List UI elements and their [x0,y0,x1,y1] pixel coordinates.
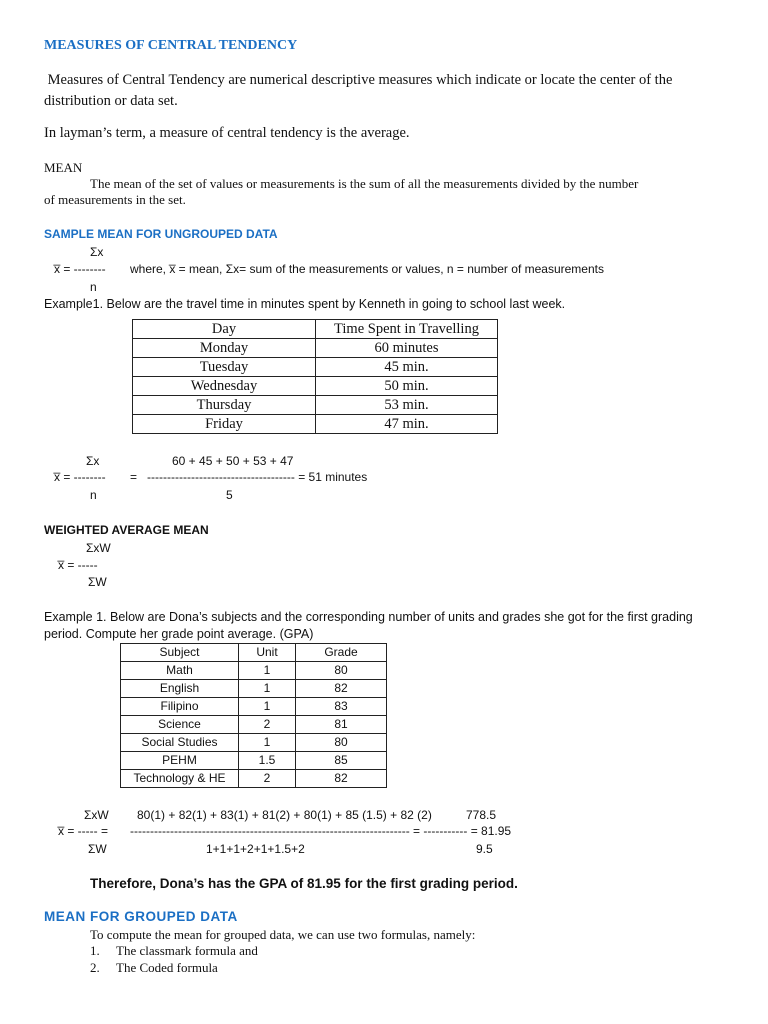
table-row [121,716,387,734]
example2-intro: Example 1. Below are Dona’s subjects and the corresponding number of units and grades she got for the first grading period. Compute her grade point average. (GPA) [44,610,693,641]
list-item-number: 1. [90,943,100,958]
layman-line: In layman’s term, a measure of central tendency is the average. [44,125,410,141]
grouped-heading: MEAN FOR GROUPED DATA [44,909,238,924]
table-cell: 1 [239,734,296,752]
table-row [121,698,387,716]
example1-equals: = [130,470,138,484]
table-cell: Monday [133,339,316,358]
example1-fraction-result: ------------------------------------- = 51 minutes [147,470,368,484]
table-cell: 47 min. [316,415,498,434]
mean-definition-line1: The mean of the set of values or measurements is the sum of all the measurements divided by the number [90,176,639,191]
table-cell: 82 [296,770,387,788]
table-cell: Math [121,662,239,680]
example1-xbar-formula: x̅ = -------- [54,470,106,484]
table-row [121,734,387,752]
table-cell: 80 [296,734,387,752]
example1-intro: Example1. Below are the travel time in minutes spent by Kenneth in going to school last week. [44,297,566,311]
example2-num-total: 778.5 [466,808,497,822]
example1-den-value: 5 [226,488,233,502]
example2-num-expr: 80(1) + 82(1) + 83(1) + 81(2) + 80(1) + 85 (1.5) + 82 (2) [137,808,432,822]
ungrouped-numerator: Σx [90,245,104,259]
weighted-heading: WEIGHTED AVERAGE MEAN [44,523,209,537]
table-cell: 50 min. [316,377,498,396]
weighted-denominator: ΣW [88,575,107,589]
example2-den-symbol: ΣW [88,842,107,856]
table-header-cell: Unit [239,644,296,662]
example2-den-expr: 1+1+1+2+1+1.5+2 [206,842,305,856]
table-cell: 1 [239,680,296,698]
table-header-row [121,644,387,662]
table-cell: Thursday [133,396,316,415]
travel-time-table [132,319,498,434]
table-row [133,396,498,415]
table-cell: 2 [239,716,296,734]
table-row [121,662,387,680]
example2-den-total: 9.5 [476,842,493,856]
table-cell: 60 minutes [316,339,498,358]
table-cell: Tuesday [133,358,316,377]
grouped-intro: To compute the mean for grouped data, we can use two formulas, namely: [90,927,476,942]
table-row [133,377,498,396]
table-cell: 2 [239,770,296,788]
example1-den-symbol: n [90,488,97,502]
table-cell: 81 [296,716,387,734]
page-title: MEASURES OF CENTRAL TENDENCY [44,38,298,53]
table-cell: Science [121,716,239,734]
table-row [121,770,387,788]
ungrouped-xbar-formula: x̅ = -------- [54,262,106,276]
example2-xbar-formula: x̅ = ----- = [58,824,108,838]
table-header-cell: Time Spent in Travelling [316,320,498,339]
table-cell: 82 [296,680,387,698]
table-row [121,752,387,770]
weighted-numerator: ΣxW [86,541,111,555]
table-cell: 53 min. [316,396,498,415]
table-cell: 83 [296,698,387,716]
example1-num-symbol: Σx [86,454,100,468]
example2-fraction-result: ---------------------------------------------------------------------- = ----------- = 81.95 [130,824,512,838]
table-cell: 45 min. [316,358,498,377]
grades-table [120,643,387,788]
table-cell: 1 [239,698,296,716]
weighted-xbar-formula: x̅ = ----- [58,558,98,572]
intro-paragraph: Measures of Central Tendency are numerical descriptive measures which indicate or locate the center of the distribution or data set. [44,72,677,109]
table-row [133,415,498,434]
table-cell: 80 [296,662,387,680]
list-item-text: The Coded formula [116,960,218,975]
table-header-cell: Day [133,320,316,339]
example2-conclusion: Therefore, Dona’s has the GPA of 81.95 for the first grading period. [90,876,518,891]
table-cell: Friday [133,415,316,434]
mean-definition-line2: of measurements in the set. [44,192,186,207]
example1-num-values: 60 + 45 + 50 + 53 + 47 [172,454,294,468]
list-item-number: 2. [90,960,100,975]
table-cell: Social Studies [121,734,239,752]
table-cell: Wednesday [133,377,316,396]
list-item-text: The classmark formula and [116,943,258,958]
table-cell: 1 [239,662,296,680]
table-row [121,680,387,698]
table-cell: PEHM [121,752,239,770]
ungrouped-heading: SAMPLE MEAN FOR UNGROUPED DATA [44,227,278,241]
example2-num-symbol: ΣxW [84,808,109,822]
list-item [90,960,218,976]
table-row [133,339,498,358]
table-row [133,358,498,377]
table-header-cell: Subject [121,644,239,662]
mean-heading: MEAN [44,160,83,175]
table-cell: 85 [296,752,387,770]
table-header-row [133,320,498,339]
table-cell: Filipino [121,698,239,716]
table-cell: Technology & HE [121,770,239,788]
table-cell: English [121,680,239,698]
list-item [90,943,258,959]
ungrouped-denominator: n [90,280,97,294]
table-header-cell: Grade [296,644,387,662]
table-cell: 1.5 [239,752,296,770]
ungrouped-where-text: where, x̅ = mean, Σx= sum of the measurements or values, n = number of measurements [130,262,604,276]
